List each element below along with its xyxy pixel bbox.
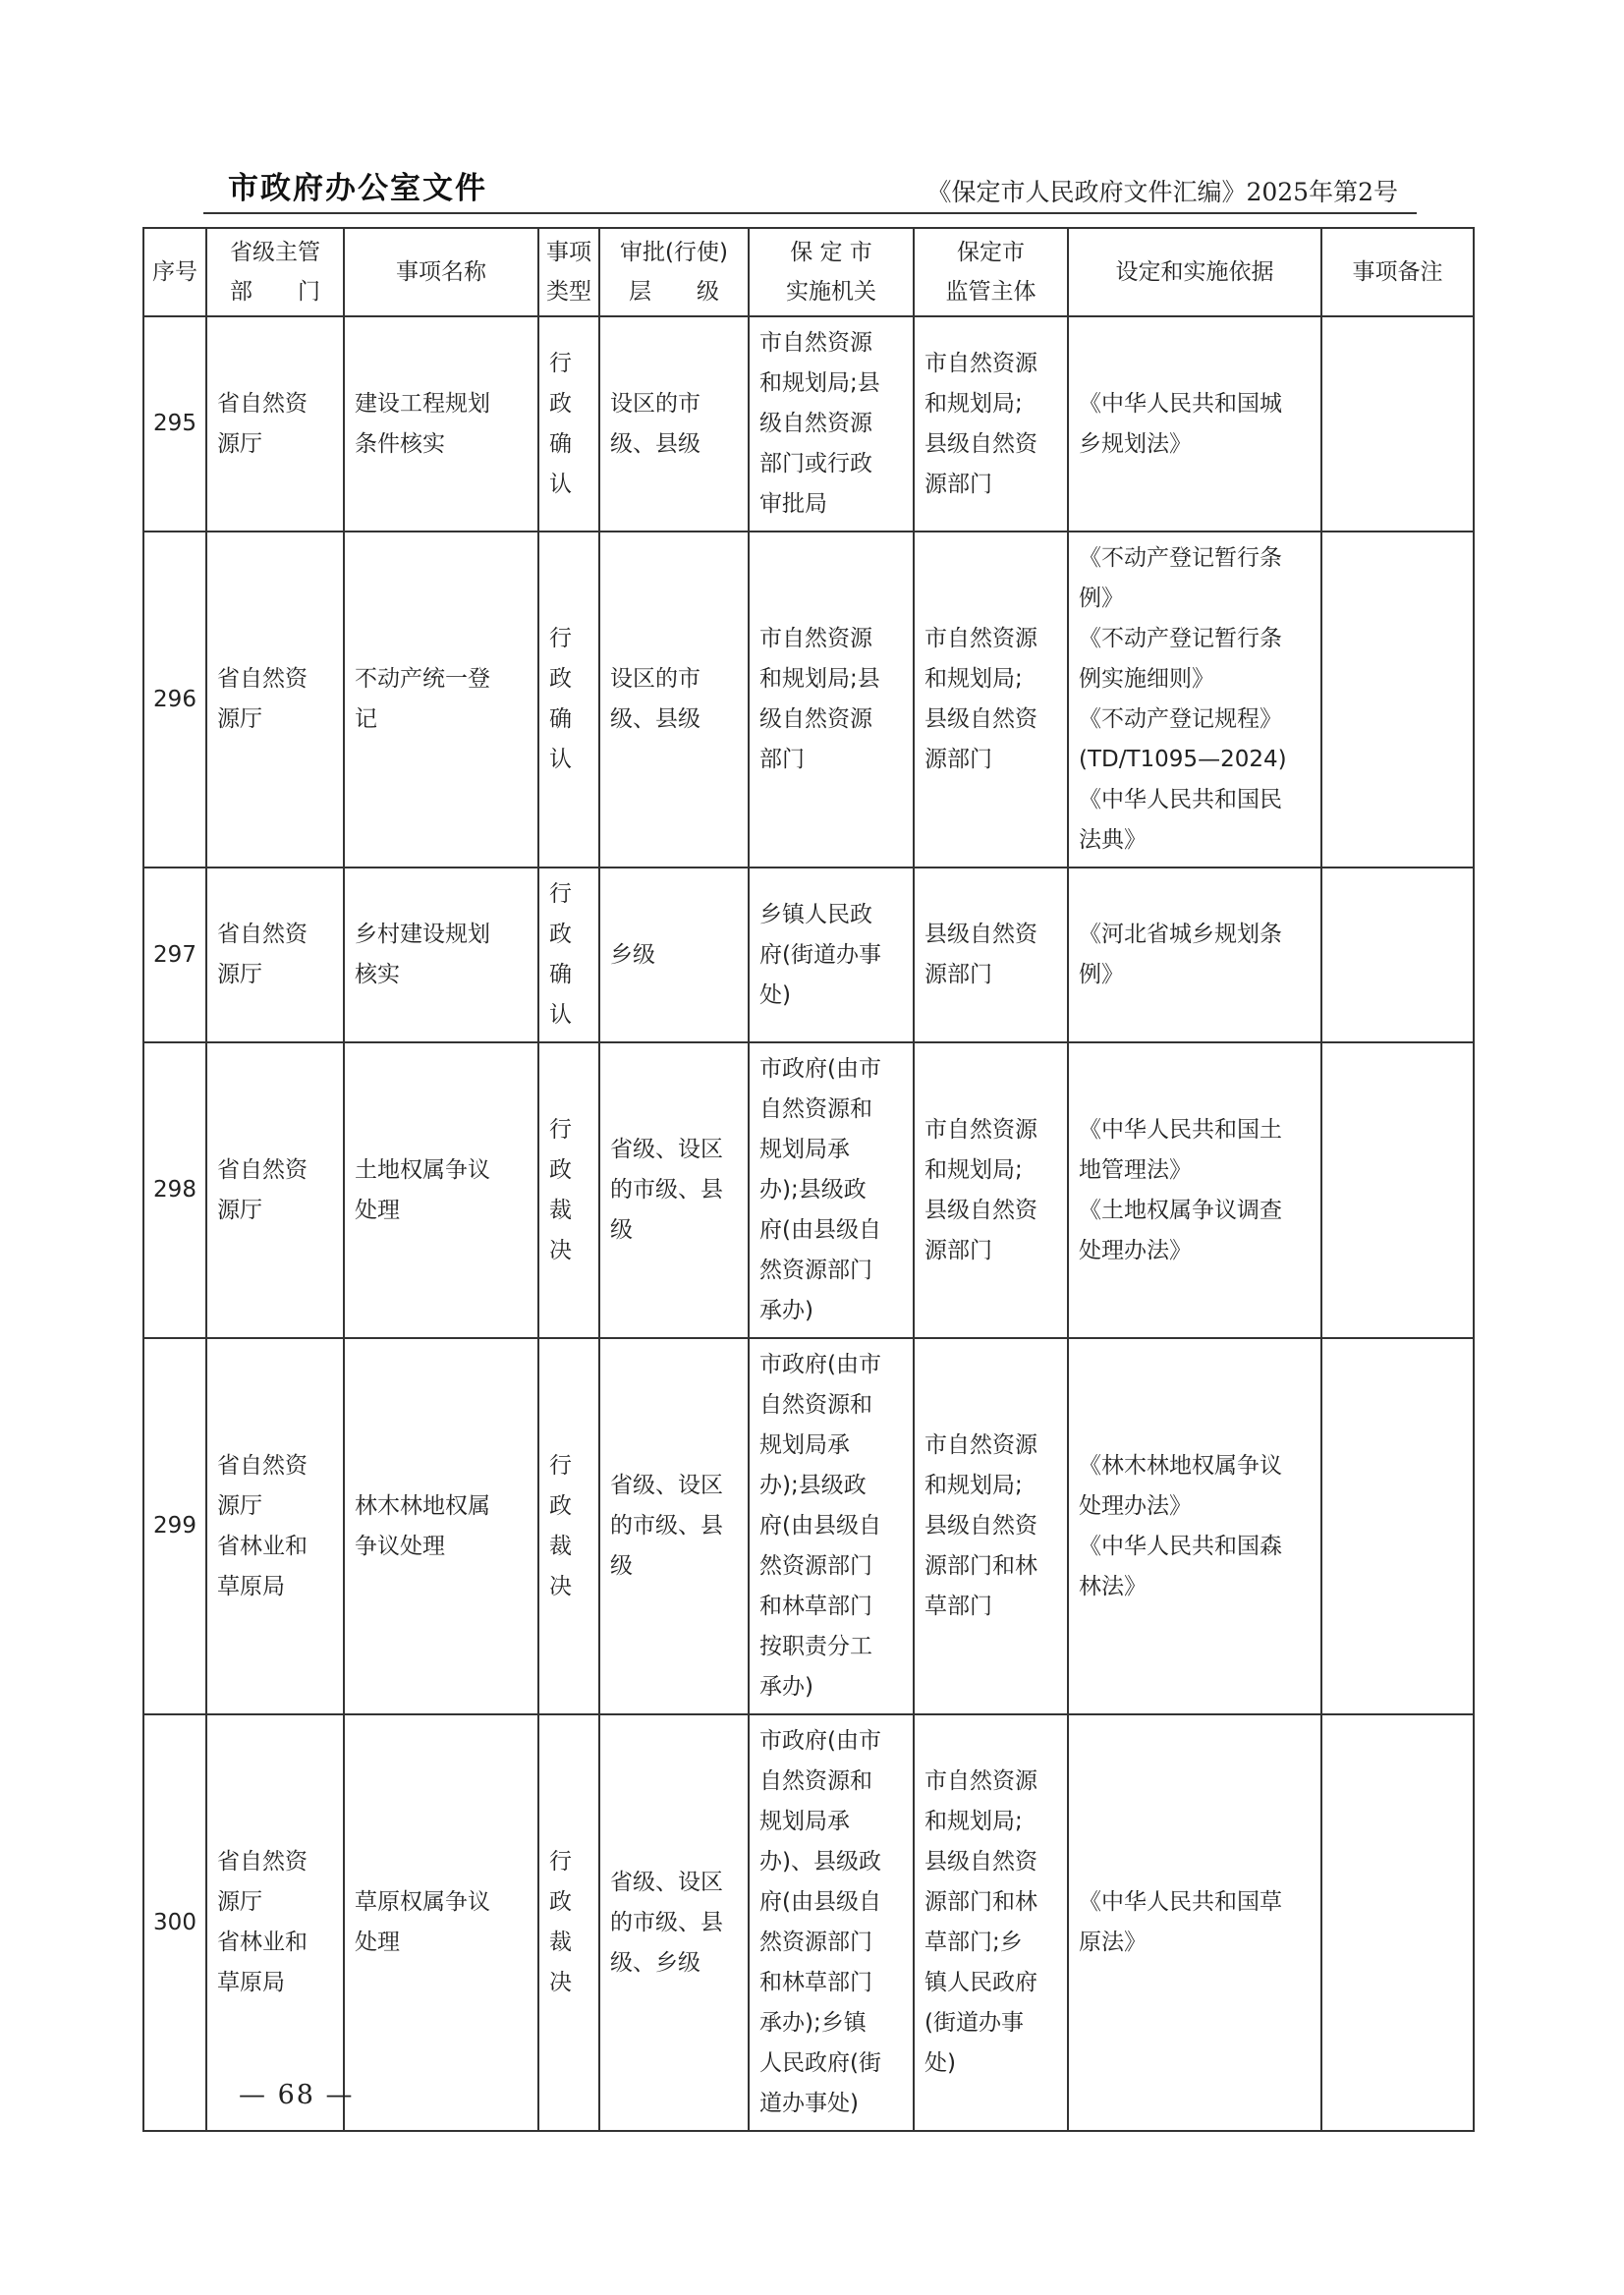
column-header: 事项备注 bbox=[1321, 228, 1474, 316]
item-type: 行政 确认 bbox=[538, 316, 599, 532]
item-type: 行政 裁决 bbox=[538, 1042, 599, 1338]
approval-level: 省级、设区 的市级、县 级 bbox=[599, 1042, 749, 1338]
item-name: 乡村建设规划 核实 bbox=[344, 868, 538, 1042]
supervising-body: 县级自然资 源部门 bbox=[914, 868, 1068, 1042]
item-number: 299 bbox=[143, 1338, 206, 1714]
implementing-agency: 市政府(由市 自然资源和 规划局承 办);县级政 府(由县级自 然资源部门 和林草部门 按职责分工 承办) bbox=[749, 1338, 914, 1714]
column-header: 设定和实施依据 bbox=[1068, 228, 1321, 316]
column-header: 审批(行使) 层 级 bbox=[599, 228, 749, 316]
column-header: 事项 类型 bbox=[538, 228, 599, 316]
supervising-body: 市自然资源 和规划局; 县级自然资 源部门和林 草部门;乡 镇人民政府 (街道办事 处) bbox=[914, 1714, 1068, 2131]
publication-title: 《保定市人民政府文件汇编》2025年第2号 bbox=[926, 178, 1398, 206]
document-source-title: 市政府办公室文件 bbox=[228, 171, 487, 206]
item-name: 草原权属争议 处理 bbox=[344, 1714, 538, 2131]
item-type: 行政 确认 bbox=[538, 532, 599, 868]
item-note bbox=[1321, 868, 1474, 1042]
legal-basis: 《河北省城乡规划条 例》 bbox=[1068, 868, 1321, 1042]
column-header: 序号 bbox=[143, 228, 206, 316]
header-divider bbox=[203, 212, 1417, 214]
item-name: 林木林地权属 争议处理 bbox=[344, 1338, 538, 1714]
column-header: 事项名称 bbox=[344, 228, 538, 316]
supervising-body: 市自然资源 和规划局; 县级自然资 源部门和林 草部门 bbox=[914, 1338, 1068, 1714]
table-row bbox=[143, 532, 1474, 868]
province-department: 省自然资 源厅 bbox=[206, 532, 344, 868]
table-row bbox=[143, 868, 1474, 1042]
approval-level: 省级、设区 的市级、县 级、乡级 bbox=[599, 1714, 749, 2131]
implementing-agency: 乡镇人民政 府(街道办事 处) bbox=[749, 868, 914, 1042]
implementing-agency: 市政府(由市 自然资源和 规划局承 办)、县级政 府(由县级自 然资源部门 和林草部门 承办);乡镇 人民政府(街 道办事处) bbox=[749, 1714, 914, 2131]
item-type: 行政 裁决 bbox=[538, 1714, 599, 2131]
province-department: 省自然资 源厅 bbox=[206, 868, 344, 1042]
item-note bbox=[1321, 1338, 1474, 1714]
column-header: 省级主管 部 门 bbox=[206, 228, 344, 316]
item-note bbox=[1321, 532, 1474, 868]
item-name: 建设工程规划 条件核实 bbox=[344, 316, 538, 532]
implementing-agency: 市自然资源 和规划局;县 级自然资源 部门或行政 审批局 bbox=[749, 316, 914, 532]
table-row bbox=[143, 1338, 1474, 1714]
legal-basis: 《林木林地权属争议 处理办法》 《中华人民共和国森 林法》 bbox=[1068, 1338, 1321, 1714]
item-note bbox=[1321, 1042, 1474, 1338]
item-number: 300 bbox=[143, 1714, 206, 2131]
item-number: 295 bbox=[143, 316, 206, 532]
legal-basis: 《中华人民共和国草 原法》 bbox=[1068, 1714, 1321, 2131]
province-department: 省自然资 源厅 省林业和 草原局 bbox=[206, 1338, 344, 1714]
legal-basis: 《中华人民共和国城 乡规划法》 bbox=[1068, 316, 1321, 532]
table-row bbox=[143, 1042, 1474, 1338]
supervising-body: 市自然资源 和规划局; 县级自然资 源部门 bbox=[914, 532, 1068, 868]
approval-level: 省级、设区 的市级、县 级 bbox=[599, 1338, 749, 1714]
page-number: — 68 — bbox=[239, 2080, 355, 2110]
items-table bbox=[142, 227, 1475, 2132]
supervising-body: 市自然资源 和规划局; 县级自然资 源部门 bbox=[914, 1042, 1068, 1338]
table-row bbox=[143, 1714, 1474, 2131]
item-number: 298 bbox=[143, 1042, 206, 1338]
approval-level: 设区的市 级、县级 bbox=[599, 316, 749, 532]
implementing-agency: 市自然资源 和规划局;县 级自然资源 部门 bbox=[749, 532, 914, 868]
item-note bbox=[1321, 316, 1474, 532]
province-department: 省自然资 源厅 省林业和 草原局 bbox=[206, 1714, 344, 2131]
table-header-row bbox=[143, 228, 1474, 316]
column-header: 保定市 监管主体 bbox=[914, 228, 1068, 316]
province-department: 省自然资 源厅 bbox=[206, 1042, 344, 1338]
item-name: 不动产统一登 记 bbox=[344, 532, 538, 868]
column-header: 保 定 市 实施机关 bbox=[749, 228, 914, 316]
item-note bbox=[1321, 1714, 1474, 2131]
item-number: 297 bbox=[143, 868, 206, 1042]
approval-level: 设区的市 级、县级 bbox=[599, 532, 749, 868]
legal-basis: 《不动产登记暂行条 例》 《不动产登记暂行条 例实施细则》 《不动产登记规程》 (TD/T1095—2024) 《中华人民共和国民 法典》 bbox=[1068, 532, 1321, 868]
implementing-agency: 市政府(由市 自然资源和 规划局承 办);县级政 府(由县级自 然资源部门 承办) bbox=[749, 1042, 914, 1338]
item-type: 行政 裁决 bbox=[538, 1338, 599, 1714]
approval-level: 乡级 bbox=[599, 868, 749, 1042]
item-type: 行政 确认 bbox=[538, 868, 599, 1042]
legal-basis: 《中华人民共和国土 地管理法》 《土地权属争议调查 处理办法》 bbox=[1068, 1042, 1321, 1338]
item-number: 296 bbox=[143, 532, 206, 868]
supervising-body: 市自然资源 和规划局; 县级自然资 源部门 bbox=[914, 316, 1068, 532]
province-department: 省自然资 源厅 bbox=[206, 316, 344, 532]
item-name: 土地权属争议 处理 bbox=[344, 1042, 538, 1338]
table-row bbox=[143, 316, 1474, 532]
